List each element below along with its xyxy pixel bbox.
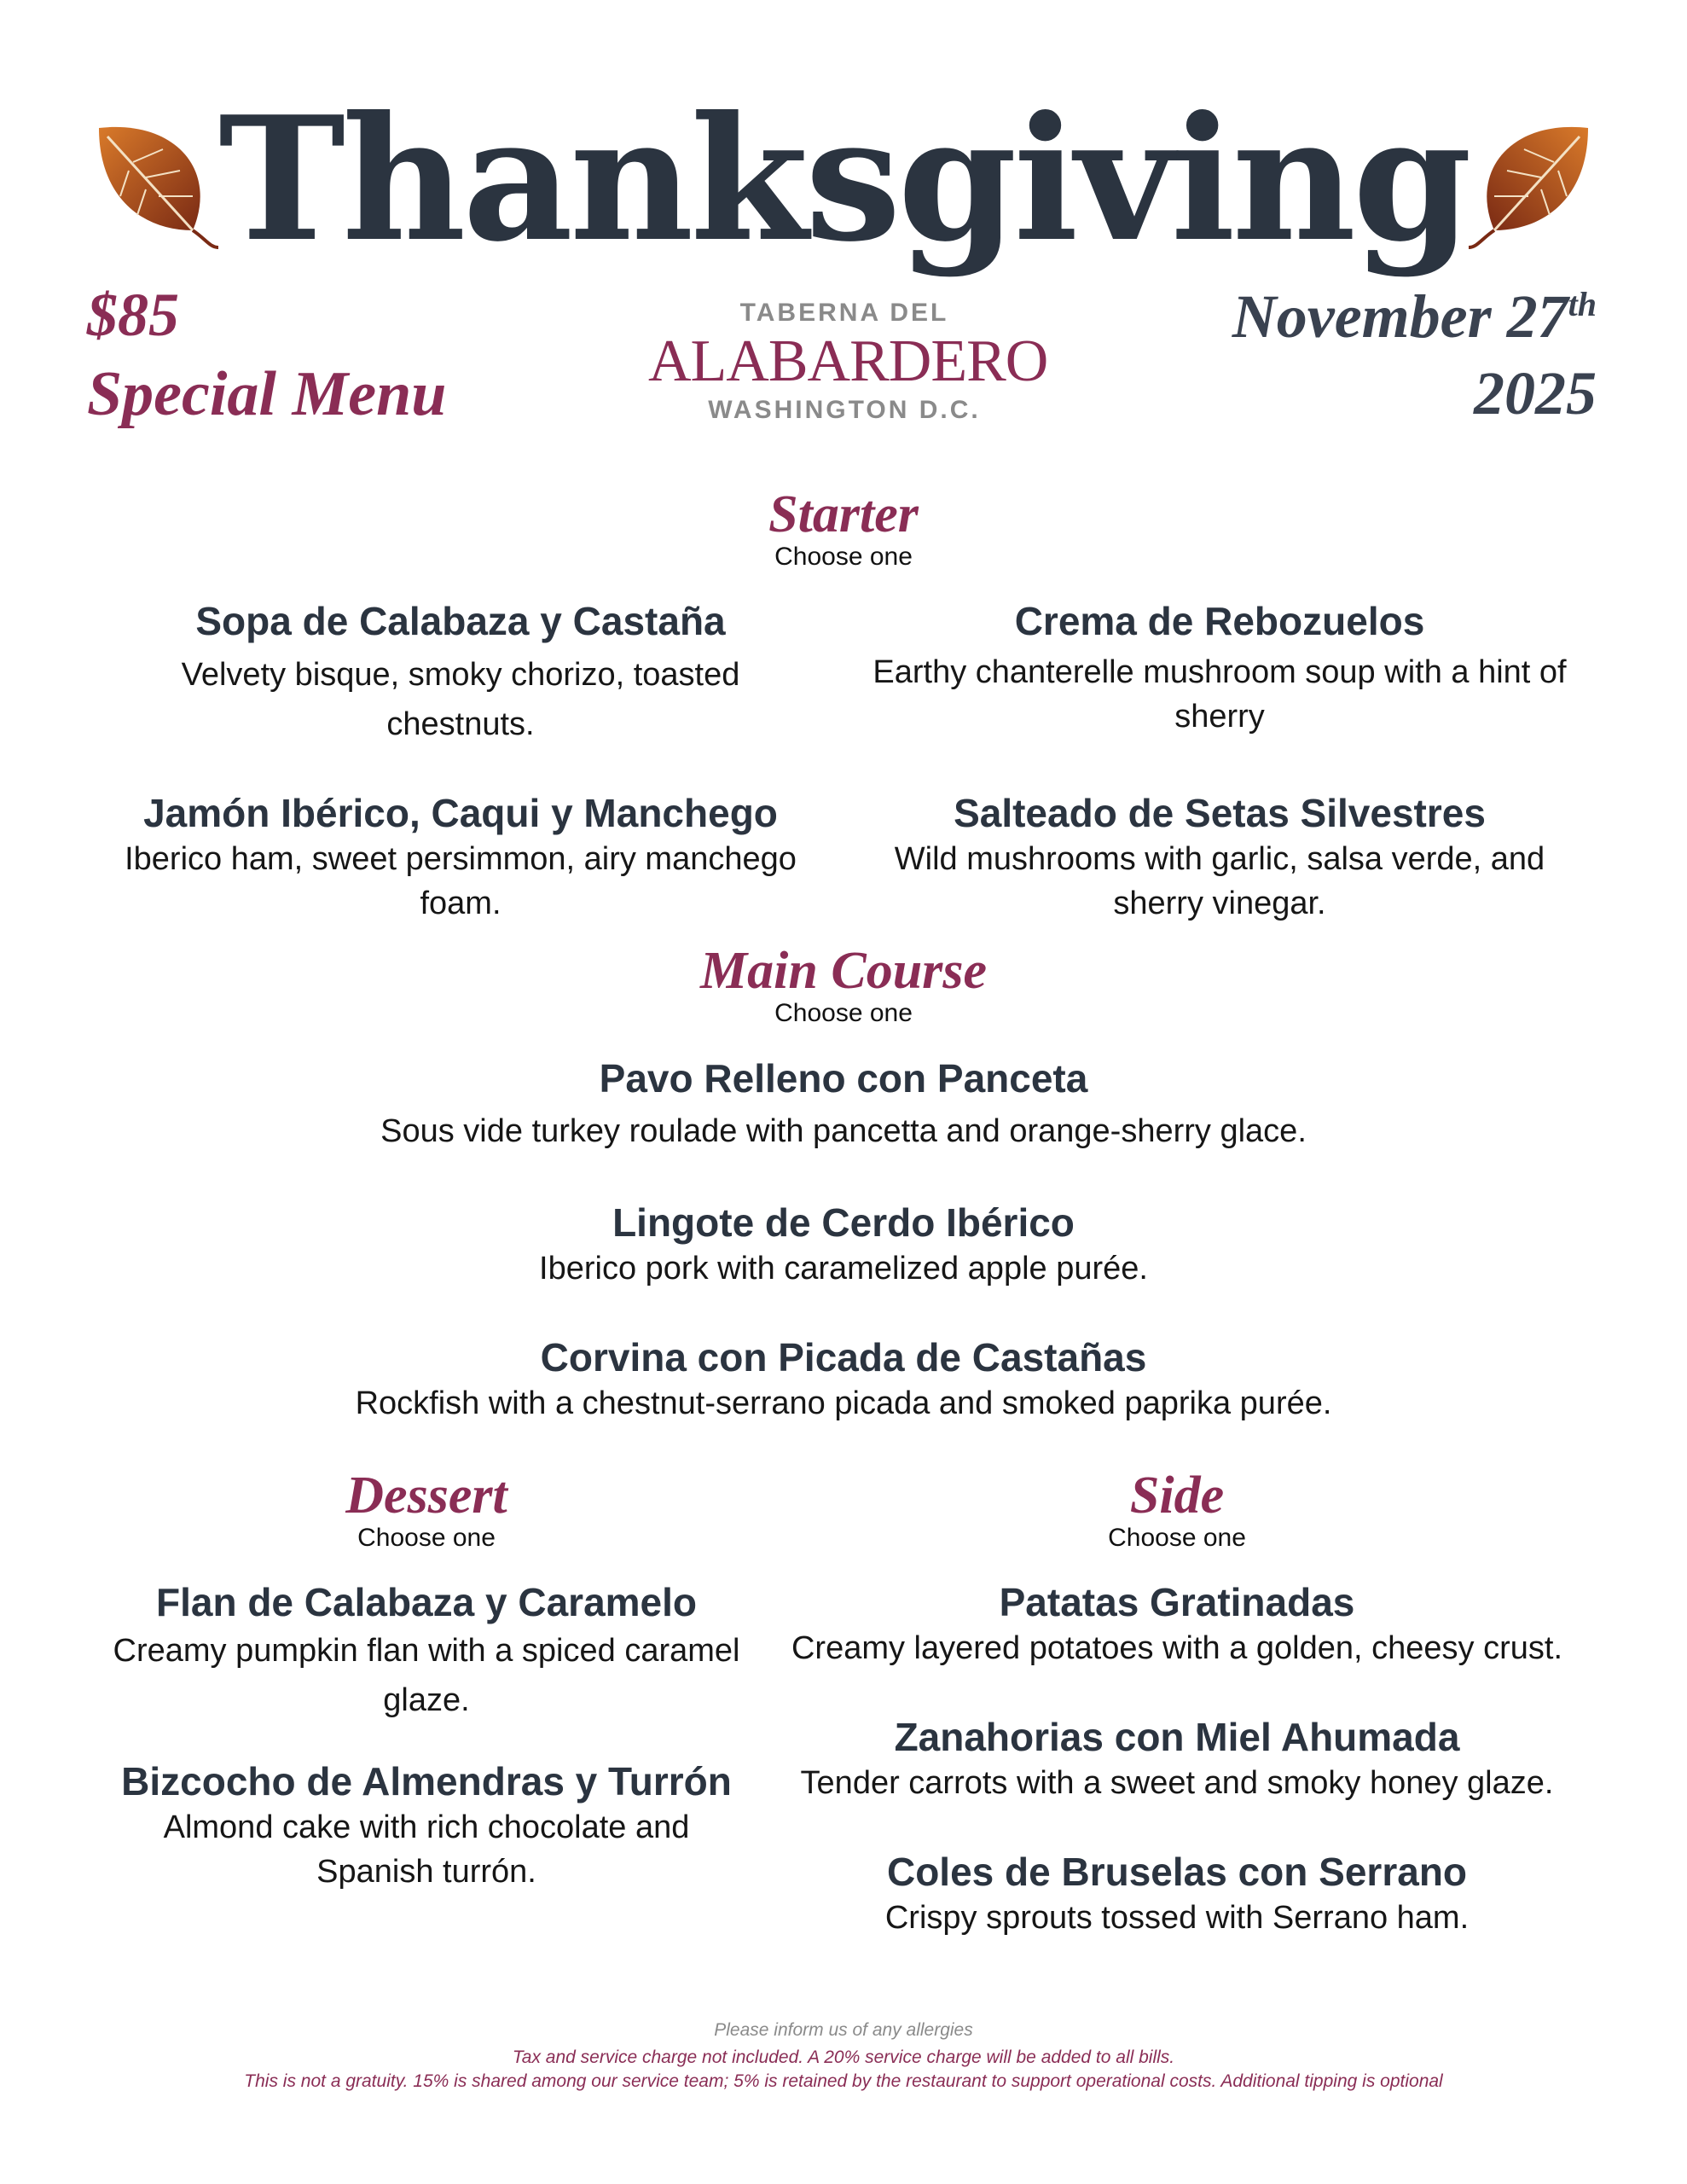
dish-name: Jamón Ibérico, Caqui y Manchego — [143, 791, 778, 835]
dessert-choose: Choose one — [357, 1524, 496, 1552]
dish-name: Bizcocho de Almendras y Turrón — [121, 1759, 732, 1804]
dish-desc: Wild mushrooms with garlic, salsa verde, and sherry vinegar. — [894, 841, 1545, 921]
dessert-item — [85, 1757, 768, 1894]
side-item — [768, 1848, 1586, 1940]
main-item — [0, 1333, 1687, 1426]
date-main: November 27 — [1232, 282, 1568, 351]
main-course-choose: Choose one — [774, 999, 913, 1027]
side-title: Side — [1129, 1467, 1225, 1525]
dish-name: Flan de Calabaza y Caramelo — [155, 1580, 698, 1624]
dish-name: Coles de Bruselas con Serrano — [886, 1850, 1468, 1894]
logo-name: ALABARDERO — [648, 328, 1048, 394]
dish-desc: Velvety bisque, smoky chorizo, toasted chestnuts. — [181, 657, 740, 742]
menu-price: $85 — [87, 281, 179, 349]
dish-name: Zanahorias con Miel Ahumada — [894, 1715, 1460, 1759]
dish-desc: Rockfish with a chestnut-serrano picada and smoked paprika purée. — [355, 1385, 1332, 1421]
special-menu-label: Special Menu — [87, 359, 447, 429]
dish-name: Pavo Relleno con Panceta — [599, 1056, 1088, 1101]
main-item — [0, 1199, 1687, 1291]
main-course-title: Main Course — [700, 942, 987, 1000]
dessert-title: Dessert — [345, 1467, 507, 1525]
dessert-item — [85, 1578, 768, 1725]
page-title: Thanksgiving — [218, 79, 1469, 280]
main-item — [0, 1054, 1687, 1153]
logo-location: WASHINGTON D.C. — [708, 396, 981, 424]
dish-desc: Almond cake with rich chocolate and Spanish turrón. — [163, 1809, 690, 1890]
starter-item — [844, 789, 1595, 926]
starter-item — [85, 789, 836, 926]
dish-desc: Sous vide turkey roulade with pancetta and orange-sherry glace. — [380, 1113, 1307, 1149]
gratuity-notice: This is not a gratuity. 15% is shared among our service team; 5% is retained by the restaurant to support operational costs. Additional tipping is optional — [244, 2071, 1443, 2091]
dish-name: Crema de Rebozuelos — [1014, 599, 1425, 643]
dish-name: Lingote de Cerdo Ibérico — [612, 1200, 1075, 1245]
logo-top-text: TABERNA DEL — [739, 299, 949, 327]
dish-name: Sopa de Calabaza y Castaña — [195, 599, 726, 643]
dish-desc: Creamy pumpkin flan with a spiced caramel glaze. — [113, 1633, 740, 1718]
allergy-notice: Please inform us of any allergies — [714, 2020, 973, 2040]
side-choose: Choose one — [1108, 1524, 1246, 1552]
starter-title: Starter — [768, 485, 919, 543]
tax-notice: Tax and service charge not included. A 20% service charge will be added to all bills. — [512, 2048, 1175, 2067]
event-year: 2025 — [1474, 359, 1597, 427]
dish-name: Patatas Gratinadas — [999, 1580, 1355, 1624]
starter-item — [844, 597, 1595, 739]
date-suffix: th — [1568, 285, 1597, 323]
dish-name: Salteado de Setas Silvestres — [954, 791, 1486, 835]
starter-item — [85, 597, 836, 749]
dish-desc: Tender carrots with a sweet and smoky honey glaze. — [800, 1765, 1554, 1801]
starter-choose: Choose one — [774, 543, 913, 571]
dish-name: Corvina con Picada de Castañas — [540, 1335, 1147, 1380]
dish-desc: Iberico ham, sweet persimmon, airy manchego foam. — [125, 841, 797, 921]
dish-desc: Crispy sprouts tossed with Serrano ham. — [884, 1900, 1470, 1936]
dish-desc: Iberico pork with caramelized apple purée. — [539, 1251, 1148, 1287]
dish-desc: Earthy chanterelle mushroom soup with a hint of sherry — [872, 654, 1567, 735]
side-item — [768, 1713, 1586, 1805]
dish-desc: Creamy layered potatoes with a golden, cheesy crust. — [791, 1630, 1563, 1666]
event-date — [1232, 282, 1597, 352]
restaurant-logo — [648, 299, 1048, 425]
side-item — [768, 1578, 1586, 1670]
